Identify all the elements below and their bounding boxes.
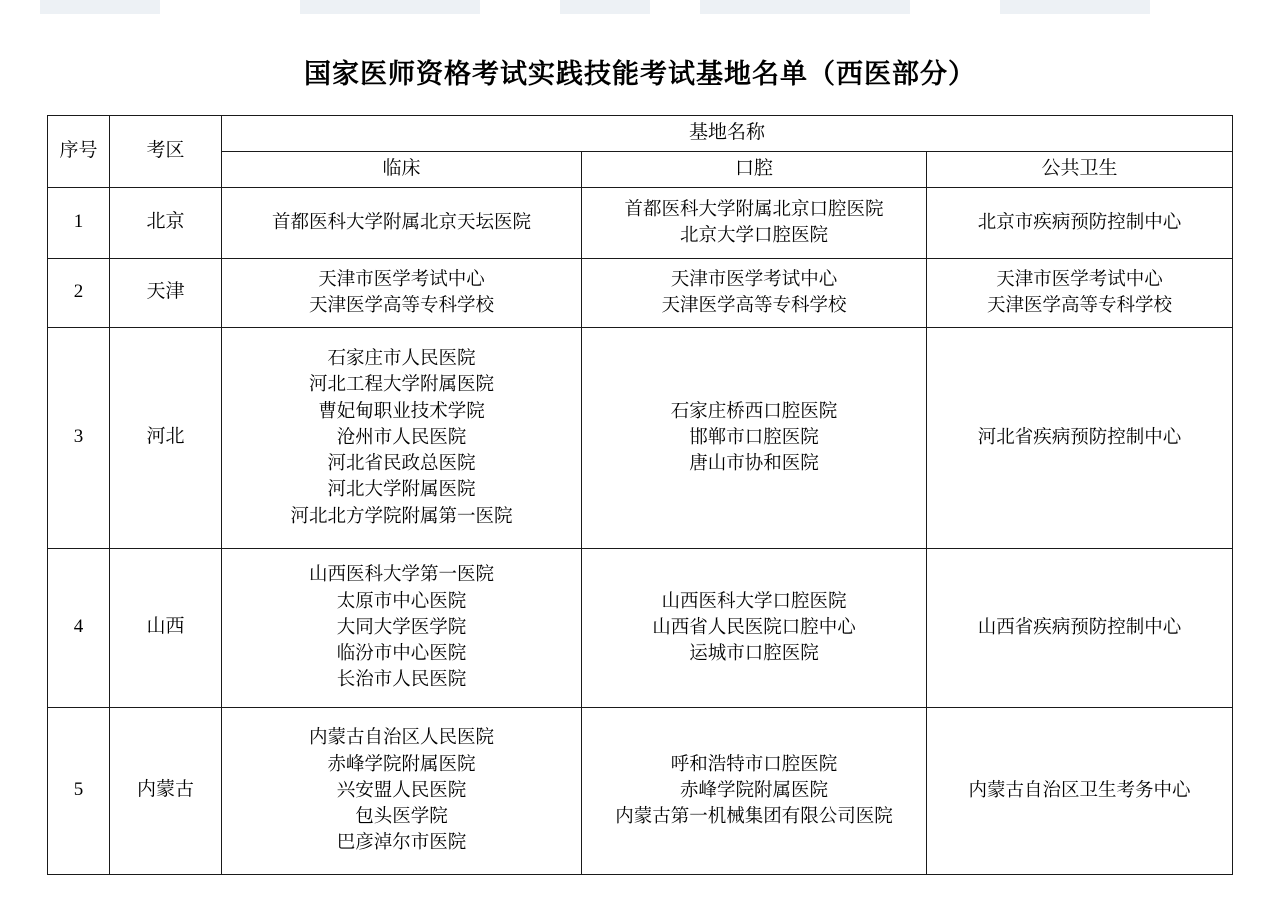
cell-no: 5 bbox=[48, 707, 110, 874]
page-title: 国家医师资格考试实践技能考试基地名单（西医部分） bbox=[304, 59, 976, 89]
column-header-no: 序号 bbox=[48, 116, 110, 188]
cell-line: 天津医学高等专科学校 bbox=[986, 295, 1172, 316]
cell-line: 临汾市中心医院 bbox=[336, 644, 467, 665]
cell-line: 天津市医学考试中心 bbox=[318, 269, 485, 290]
cell-line: 巴彦淖尔市医院 bbox=[336, 833, 467, 854]
cell-clinical bbox=[222, 187, 582, 258]
cell-no: 4 bbox=[48, 548, 110, 707]
cell-line: 河北工程大学附属医院 bbox=[308, 375, 494, 396]
cell-no: 3 bbox=[48, 327, 110, 548]
table-header-row-2 bbox=[48, 151, 1233, 187]
cell-line: 北京市疾病预防控制中心 bbox=[977, 212, 1182, 233]
cell-line: 山西医科大学第一医院 bbox=[308, 565, 494, 586]
table-header-row-1 bbox=[48, 116, 1233, 152]
cell-line: 内蒙古自治区人民医院 bbox=[308, 728, 494, 749]
table-row bbox=[48, 258, 1233, 327]
cell-line: 内蒙古自治区卫生考务中心 bbox=[968, 780, 1191, 801]
cell-line: 天津市医学考试中心 bbox=[996, 269, 1163, 290]
cell-line: 赤峰学院附属医院 bbox=[327, 754, 476, 775]
cell-line: 运城市口腔医院 bbox=[689, 644, 819, 665]
cell-line: 首都医科大学附属北京天坛医院 bbox=[271, 212, 531, 233]
cell-line: 沧州市人民医院 bbox=[336, 427, 467, 448]
cell-area: 山西 bbox=[110, 548, 222, 707]
cell-line: 长治市人民医院 bbox=[336, 670, 467, 691]
cell-line: 石家庄桥西口腔医院 bbox=[670, 401, 838, 422]
cell-line: 山西省人民医院口腔中心 bbox=[652, 617, 856, 638]
cell-line: 河北北方学院附属第一医院 bbox=[290, 506, 513, 527]
cell-line: 河北省疾病预防控制中心 bbox=[977, 427, 1182, 448]
exam-base-table bbox=[47, 115, 1233, 875]
cell-line: 天津市医学考试中心 bbox=[670, 269, 838, 290]
cell-line: 包头医学院 bbox=[355, 807, 448, 828]
column-header-clinical: 临床 bbox=[222, 151, 582, 187]
cell-line: 天津医学高等专科学校 bbox=[661, 295, 847, 316]
cell-public-health bbox=[927, 548, 1233, 707]
column-header-group: 基地名称 bbox=[222, 116, 1233, 152]
cell-area: 北京 bbox=[110, 187, 222, 258]
cell-line: 赤峰学院附属医院 bbox=[679, 780, 828, 801]
cell-line: 石家庄市人民医院 bbox=[327, 349, 476, 369]
cell-clinical bbox=[222, 327, 582, 548]
cell-oral bbox=[582, 707, 927, 874]
cell-line: 内蒙古第一机械集团有限公司医院 bbox=[615, 807, 893, 828]
cell-oral bbox=[582, 548, 927, 707]
cell-oral bbox=[582, 258, 927, 327]
cell-public-health bbox=[927, 707, 1233, 874]
cell-public-health bbox=[927, 187, 1233, 258]
column-header-area: 考区 bbox=[110, 116, 222, 188]
cell-line: 河北省民政总医院 bbox=[327, 454, 476, 475]
cell-no: 2 bbox=[48, 258, 110, 327]
cell-public-health bbox=[927, 258, 1233, 327]
cell-clinical bbox=[222, 548, 582, 707]
table-row bbox=[48, 548, 1233, 707]
cell-line: 曹妃甸职业技术学院 bbox=[318, 401, 485, 422]
cell-clinical bbox=[222, 707, 582, 874]
cell-line: 大同大学医学院 bbox=[336, 617, 467, 638]
cell-line: 山西医科大学口腔医院 bbox=[661, 591, 847, 612]
cell-line: 唐山市协和医院 bbox=[689, 454, 819, 475]
cell-line: 呼和浩特市口腔医院 bbox=[670, 754, 838, 775]
cell-line: 天津医学高等专科学校 bbox=[308, 295, 494, 316]
column-header-oral: 口腔 bbox=[582, 151, 927, 187]
cell-oral bbox=[582, 187, 927, 258]
cell-no: 1 bbox=[48, 187, 110, 258]
cell-area: 河北 bbox=[110, 327, 222, 548]
table-row bbox=[48, 187, 1233, 258]
table-row bbox=[48, 327, 1233, 548]
cell-line: 首都医科大学附属北京口腔医院 bbox=[624, 199, 884, 220]
cell-line: 太原市中心医院 bbox=[336, 591, 467, 612]
cell-clinical bbox=[222, 258, 582, 327]
column-header-public-health: 公共卫生 bbox=[927, 151, 1233, 187]
cell-line: 邯郸市口腔医院 bbox=[689, 427, 819, 448]
cell-area: 内蒙古 bbox=[110, 707, 222, 874]
cell-area: 天津 bbox=[110, 258, 222, 327]
cell-public-health bbox=[927, 327, 1233, 548]
cell-oral bbox=[582, 327, 927, 548]
cell-line: 山西省疾病预防控制中心 bbox=[977, 617, 1182, 638]
cell-line: 河北大学附属医院 bbox=[327, 480, 476, 501]
table-row bbox=[48, 707, 1233, 874]
cell-line: 北京大学口腔医院 bbox=[679, 225, 828, 246]
cell-line: 兴安盟人民医院 bbox=[336, 780, 467, 801]
